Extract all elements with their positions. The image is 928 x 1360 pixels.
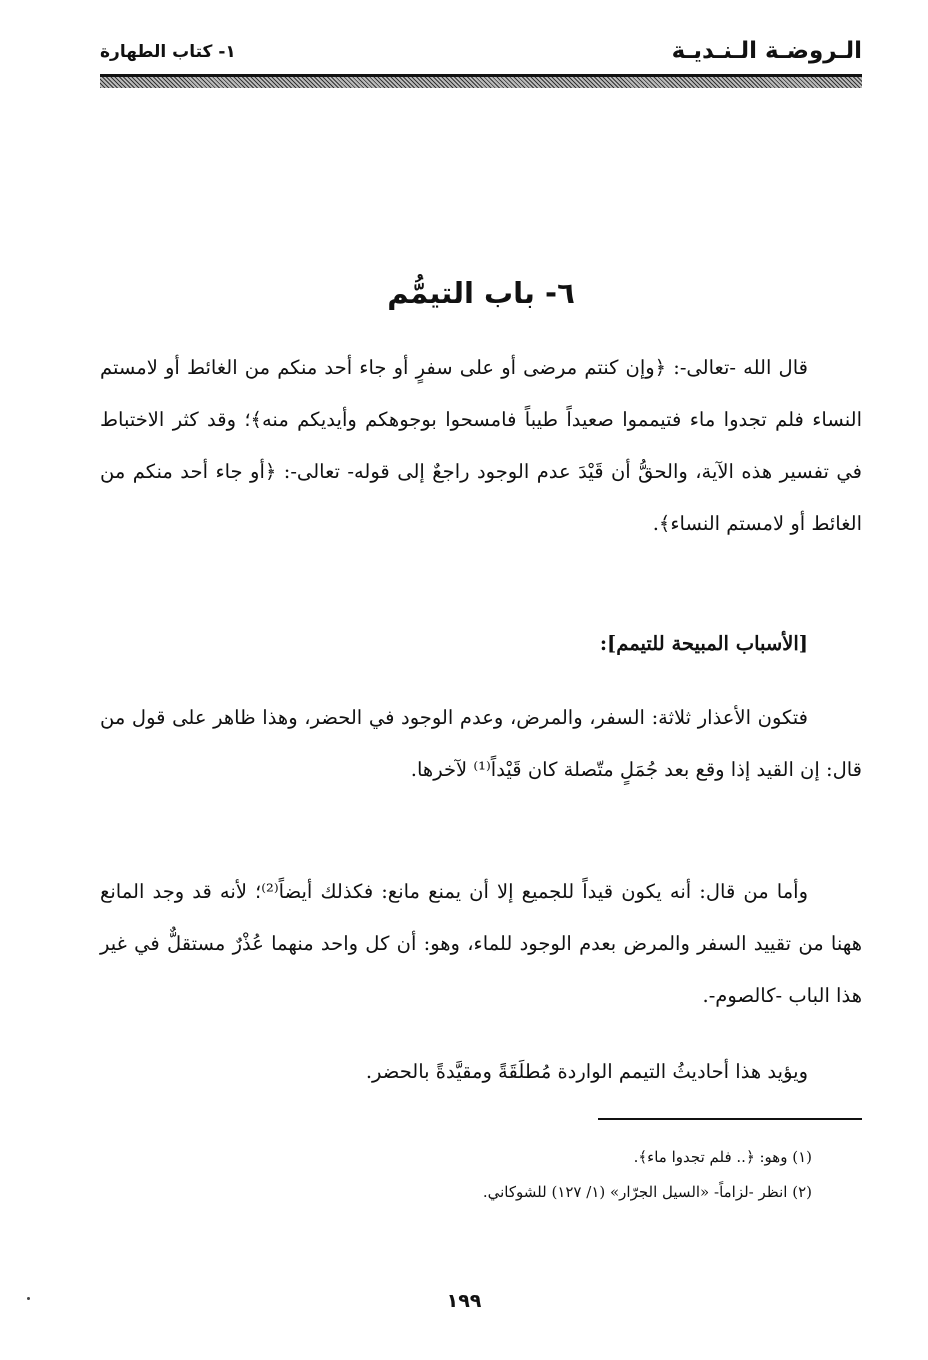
chapter-heading: ٦- باب التيمُّم — [387, 276, 575, 310]
paragraph-2-text: فتكون الأعذار ثلاثة: السفر، والمرض، وعدم الوجود في الحضر، وهذا ظاهر على قول من قال: إن القيد إذا وقع بعد جُمَلٍ متّصلة كان قَيْداً⁽¹⁾ لآخرها. — [100, 706, 862, 781]
running-title: الـروضـة الـنـديـة — [671, 38, 862, 64]
chapter-label: ١- كتاب الطهارة — [100, 42, 236, 62]
page-header — [100, 38, 862, 78]
footnotes — [100, 1140, 812, 1210]
paragraph-3-text: وأما من قال: أنه يكون قيداً للجميع إلا أن يمنع مانع: فكذلك أيضاً⁽²⁾؛ لأنه قد وجد المانع ههنا من تقييد السفر والمرض بعدم الوجود للماء، وهو: أن كل واحد منهما عُذْرٌ مستقلٌّ في غير هذا الباب -كالصوم-. — [100, 880, 862, 1007]
paragraph-1 — [100, 342, 862, 550]
scan-speck — [27, 1297, 30, 1300]
footnote-separator — [598, 1118, 862, 1120]
paragraph-4-text: ويؤيد هذا أحاديثُ التيمم الواردة مُطلَقَةً ومقيَّدةً بالحضر. — [365, 1060, 808, 1083]
paragraph-3 — [100, 866, 862, 1022]
paragraph-4 — [100, 1046, 862, 1098]
paragraph-2 — [100, 692, 862, 796]
section-subheading-text: [الأسباب المبيحة للتيمم]: — [599, 632, 808, 655]
paragraph-1-text: قال الله -تعالى-: ﴿وإن كنتم مرضى أو على سفرٍ أو جاء أحد منكم من الغائط أو لامستم النساء فلم تجدوا ماء فتيمموا صعيداً طيباً فامسحوا بوجوهكم وأيديكم منه﴾؛ وقد كثر الاختباط في تفسير هذه الآية، والحقُّ أن قَيْدَ عدم الوجود راجعٌ إلى قوله- تعالى-: ﴿أو جاء أحد منكم من الغائط أو لامستم النساء﴾. — [100, 356, 862, 535]
footnote-1: (١) وهو: ﴿.. فلم تجدوا ماء﴾. — [633, 1148, 812, 1166]
section-subheading — [100, 618, 862, 670]
page-number: ١٩٩ — [446, 1290, 482, 1312]
footnote-2: (٢) انظر -لزاماً- «السيل الجرّار» (١/ ١٢٧) للشوكاني. — [482, 1183, 812, 1201]
header-rule — [100, 74, 862, 88]
